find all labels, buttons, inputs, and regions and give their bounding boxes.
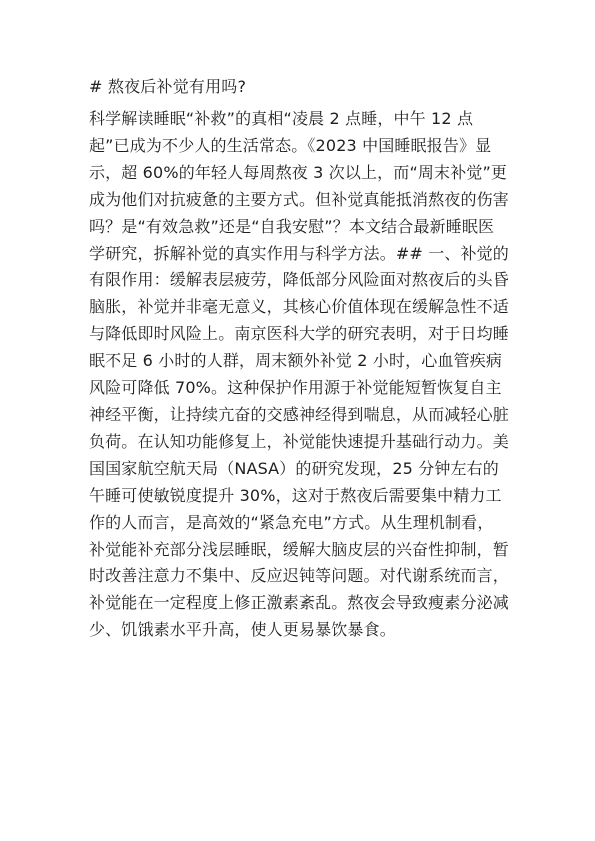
document-body-paragraph: 科学解读睡眠“补救”的真相“凌晨 2 点睡，中午 12 点起”已成为不少人的生活常态。《2023 中国睡眠报告》显示，超 60%的年轻人每周熬夜 3 次以上，而“周末补觉”更成为他们对抗疲惫的主要方式。但补觉真能抵消熬夜的伤害吗？是“有效急救”还是“自我安慰”？本文结合最新睡眠医学研究，拆解补觉的真实作用与科学方法。## 一、补觉的有限作用：缓解表层疲劳，降低部分风险面对熬夜后的头昏脑胀，补觉并非毫无意义，其核心价值体现在缓解急性不适与降低即时风险上。南京医科大学的研究表明，对于日均睡眠不足 6 小时的人群，周末额外补觉 2 小时，心血管疾病风险可降低 70%。这种保护作用源于补觉能短暂恢复自主神经平衡，让持续亢奋的交感神经得到喘息，从而减轻心脏负荷。在认知功能修复上，补觉能快速提升基础行动力。美国国家航空航天局（NASA）的研究发现，25 分钟左右的午睡可使敏锐度提升 30%，这对于熬夜后需要集中精力工作的人而言，是高效的“紧急充电”方式。从生理机制看，补觉能补充部分浅层睡眠，缓解大脑皮层的兴奋性抑制，暂时改善注意力不集中、反应迟钝等问题。对代谢系统而言，补觉能在一定程度上修正激素紊乱。熬夜会导致瘦素分泌减少、饥饿素水平升高，使人更易暴饮暴食。 <box>89 109 509 640</box>
document-heading: # 熬夜后补觉有用吗? <box>89 77 247 96</box>
